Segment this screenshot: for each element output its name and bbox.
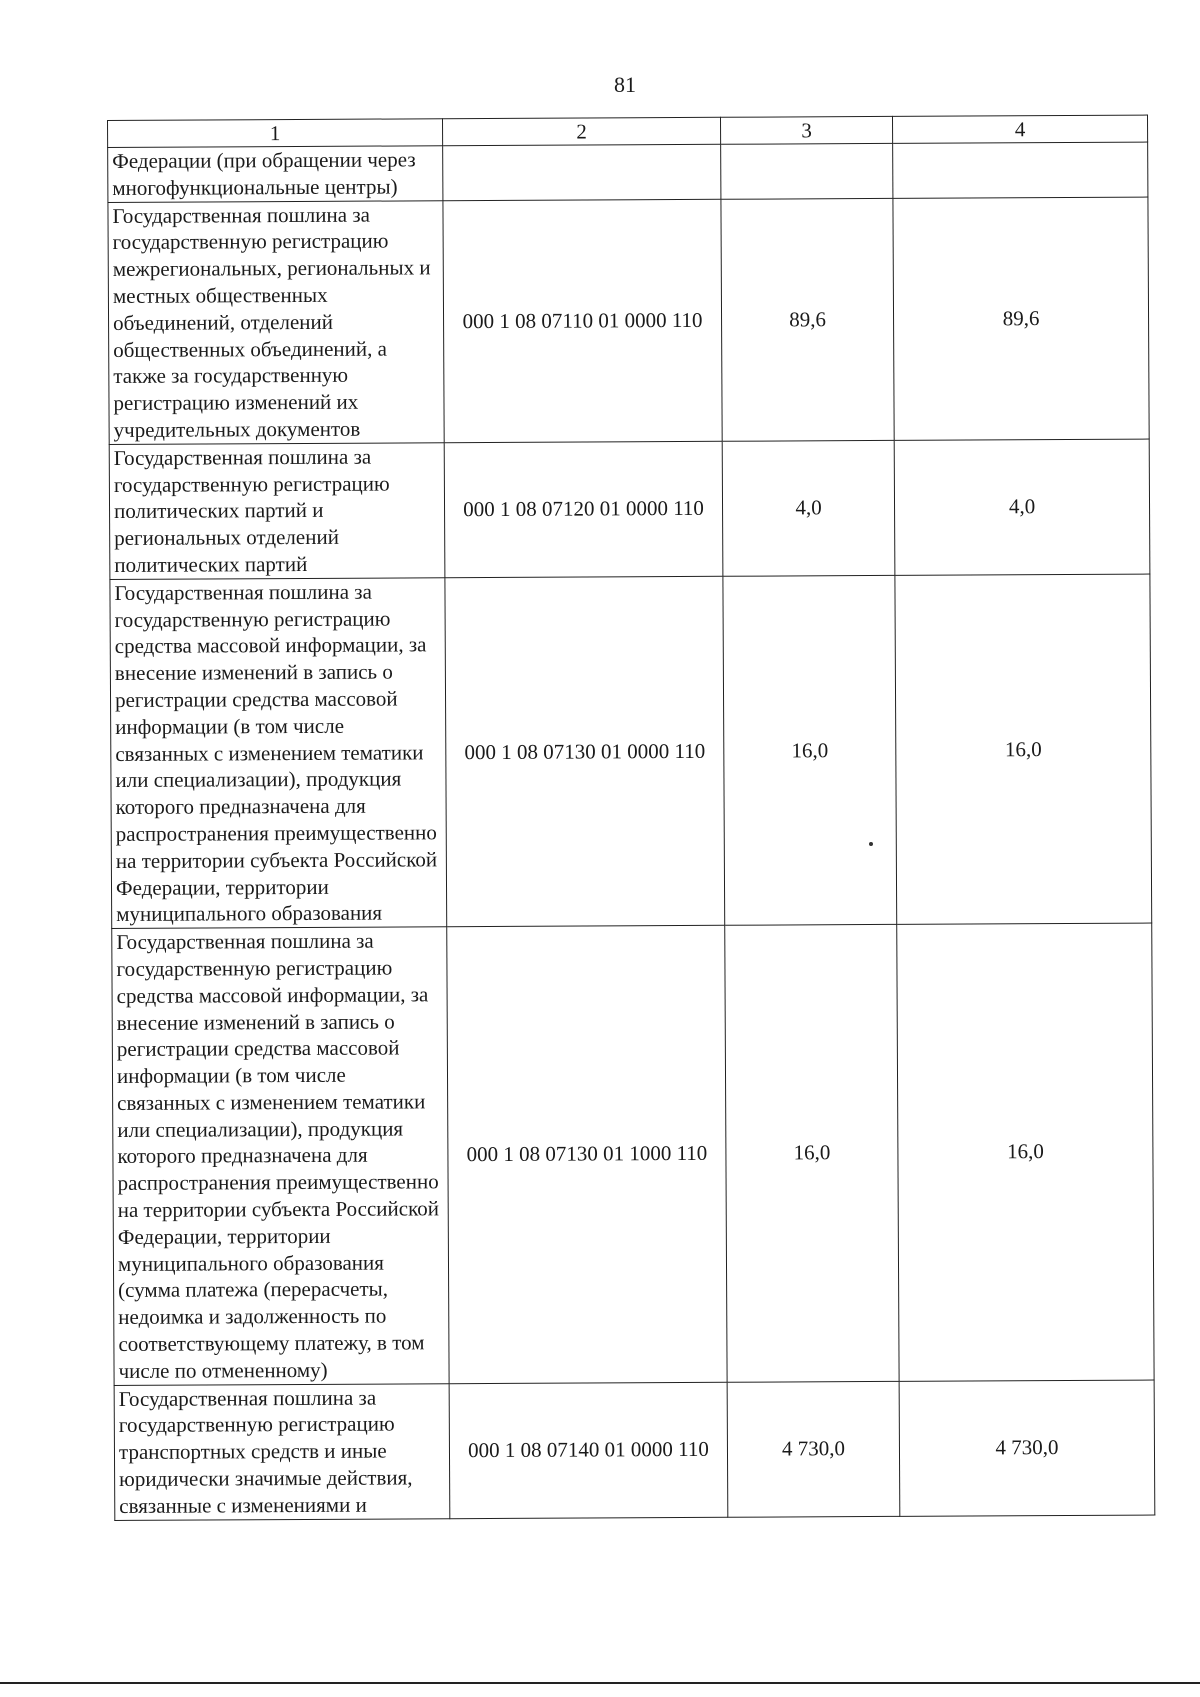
table-row [109, 439, 1150, 579]
row-code: 000 1 08 07140 01 0000 110 [449, 1382, 728, 1518]
row-name: Государственная пошлина за государственную регистрацию транспортных средств и иные юридически значимые действия, связанные с изменениями и [114, 1383, 450, 1520]
table-row [112, 923, 1154, 1385]
row-col4: 89,6 [893, 197, 1149, 441]
page-number: 81 [614, 72, 636, 97]
row-name: Федерации (при обращении через многофункциональные центры) [108, 146, 443, 202]
row-col3: 4 730,0 [727, 1381, 900, 1517]
table-row [108, 142, 1148, 202]
row-name: Государственная пошлина за государственную регистрацию межрегиональных, региональных и местных общественных объединений, отделений общественных объединений, а также за государственную регистрацию изменений их учредительных документов [108, 200, 444, 444]
row-code: 000 1 08 07130 01 0000 110 [445, 576, 725, 927]
scan-speck [869, 842, 873, 846]
row-col4 [893, 142, 1148, 198]
row-col4: 16,0 [895, 574, 1152, 925]
bottom-rule [0, 1682, 1200, 1684]
row-name: Государственная пошлина за государственную регистрацию политических партий и региональных отделений политических партий [109, 443, 445, 580]
row-col3 [721, 143, 893, 198]
table-row [110, 574, 1152, 929]
row-code [443, 144, 721, 200]
header-col-2: 2 [442, 117, 720, 145]
header-col-1: 1 [108, 119, 443, 148]
row-col3: 4,0 [722, 440, 895, 576]
row-col4: 4,0 [894, 439, 1150, 575]
revenue-table [107, 115, 1155, 1521]
row-code: 000 1 08 07110 01 0000 110 [443, 199, 722, 443]
row-col3: 16,0 [725, 924, 899, 1381]
table-row [108, 197, 1149, 445]
row-name: Государственная пошлина за государственную регистрацию средства массовой информации, за внесение изменений в запись о регистрации средства массовой информации (в том числе связанных с изменением тематики или специализации), продукция которого предназначена для распространения преимущественно на территории субъекта Российской Федерации, территории муниципального образования (сумма платежа (перерасчеты, недоимка и задолженность по соответствующему платежу, в том числе по отмененному) [112, 927, 449, 1385]
row-name: Государственная пошлина за государственную регистрацию средства массовой информации, за внесение изменений в запись о регистрации средства массовой информации (в том числе связанных с изменением тематики или специализации), продукция которого предназначена для распространения преимущественно на территории субъекта Российской Федерации, территории муниципального образования [110, 577, 447, 928]
row-code: 000 1 08 07130 01 1000 110 [447, 925, 727, 1383]
row-col3: 16,0 [723, 575, 897, 925]
row-col4: 16,0 [897, 923, 1154, 1381]
header-col-3: 3 [720, 116, 892, 144]
table-row [114, 1380, 1155, 1520]
header-col-4: 4 [892, 115, 1147, 143]
row-col4: 4 730,0 [899, 1380, 1155, 1516]
row-col3: 89,6 [721, 198, 894, 441]
row-code: 000 1 08 07120 01 0000 110 [444, 441, 723, 577]
